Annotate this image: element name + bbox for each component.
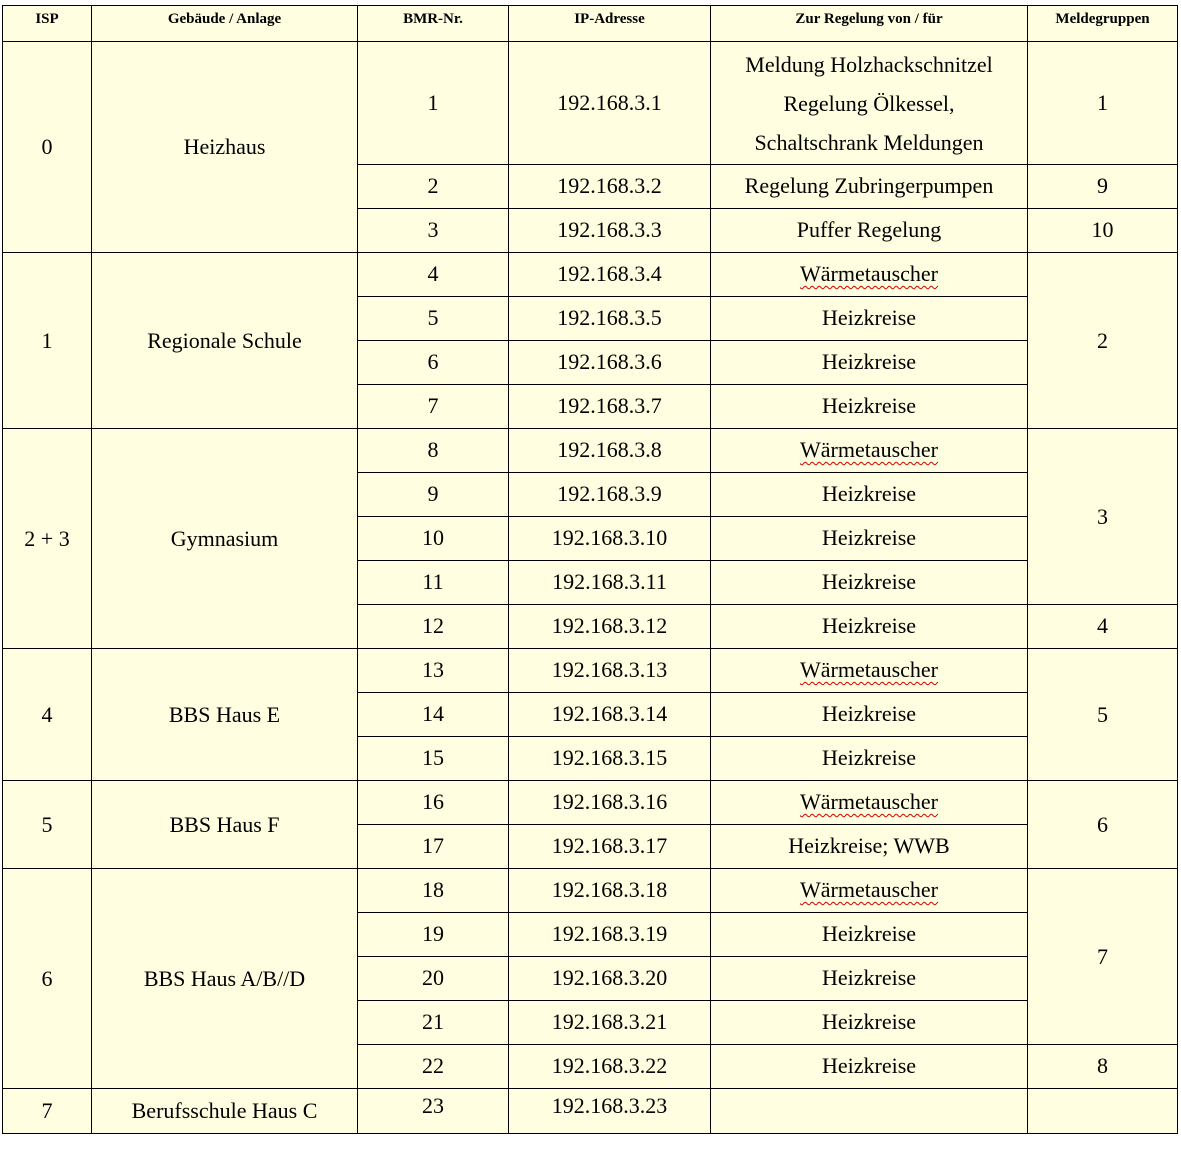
purpose-cell [711,649,1028,693]
header-meldegruppen: Meldegruppen [1028,6,1178,42]
meldegruppe-cell: 5 [1028,649,1178,781]
purpose-text: Wärmetauscher [799,657,939,682]
purpose-cell [711,429,1028,473]
bmr-cell: 11 [358,561,509,605]
isp-cell: 4 [3,649,92,781]
ip-cell: 192.168.3.18 [509,869,711,913]
ip-cell: 192.168.3.20 [509,957,711,1001]
meldegruppe-cell: 9 [1028,165,1178,209]
bmr-cell: 9 [358,473,509,517]
purpose-line: Meldung Holzhackschnitzel [745,51,993,77]
isp-cell: 5 [3,781,92,869]
meldegruppe-cell: 2 [1028,253,1178,429]
bmr-cell: 15 [358,737,509,781]
meldegruppe-cell [1028,1089,1178,1134]
purpose-cell: Heizkreise [711,561,1028,605]
meldegruppe-cell: 6 [1028,781,1178,869]
purpose-cell [711,253,1028,297]
ip-cell: 192.168.3.7 [509,385,711,429]
purpose-cell: Heizkreise [711,913,1028,957]
bmr-cell: 6 [358,341,509,385]
purpose-cell: Heizkreise; WWB [711,825,1028,869]
ip-cell: 192.168.3.14 [509,693,711,737]
purpose-cell: Heizkreise [711,385,1028,429]
ip-cell: 192.168.3.4 [509,253,711,297]
building-cell: Berufsschule Haus C [92,1089,358,1134]
meldegruppe-cell: 1 [1028,42,1178,165]
table-row [3,869,1178,913]
bmr-cell: 3 [358,209,509,253]
header-row [3,6,1178,42]
isp-cell: 2 + 3 [3,429,92,649]
purpose-cell: Heizkreise [711,693,1028,737]
purpose-cell: Puffer Regelung [711,209,1028,253]
ip-cell: 192.168.3.11 [509,561,711,605]
bmr-cell: 23 [358,1089,509,1134]
purpose-cell: Heizkreise [711,737,1028,781]
isp-cell: 0 [3,42,92,253]
purpose-line: Schaltschrank Meldungen [754,129,984,155]
bmr-cell: 2 [358,165,509,209]
ip-cell: 192.168.3.9 [509,473,711,517]
table-row [3,429,1178,473]
purpose-cell: Heizkreise [711,473,1028,517]
isp-cell: 7 [3,1089,92,1134]
purpose-cell [711,869,1028,913]
table-row [3,781,1178,825]
bmr-cell: 21 [358,1001,509,1045]
ip-cell: 192.168.3.16 [509,781,711,825]
bmr-cell: 19 [358,913,509,957]
bmr-cell: 22 [358,1045,509,1089]
purpose-cell: Heizkreise [711,517,1028,561]
isp-cell: 1 [3,253,92,429]
building-cell: Regionale Schule [92,253,358,429]
ip-cell: 192.168.3.8 [509,429,711,473]
purpose-cell: Heizkreise [711,297,1028,341]
purpose-cell: Regelung Zubringerpumpen [711,165,1028,209]
ip-cell: 192.168.3.13 [509,649,711,693]
header-ip-address: IP-Adresse [509,6,711,42]
building-cell: BBS Haus F [92,781,358,869]
ip-cell: 192.168.3.2 [509,165,711,209]
purpose-cell: Heizkreise [711,341,1028,385]
header-isp: ISP [3,6,92,42]
table-row [3,1089,1178,1134]
bmr-cell: 13 [358,649,509,693]
purpose-text: Wärmetauscher [799,437,939,462]
bmr-cell: 12 [358,605,509,649]
building-cell: BBS Haus E [92,649,358,781]
purpose-text: Wärmetauscher [799,789,939,814]
purpose-cell: Heizkreise [711,605,1028,649]
bmr-cell: 8 [358,429,509,473]
ip-cell: 192.168.3.23 [509,1089,711,1134]
meldegruppe-cell: 8 [1028,1045,1178,1089]
bmr-cell: 1 [358,42,509,165]
bmr-cell: 14 [358,693,509,737]
purpose-cell [711,781,1028,825]
bmr-cell: 20 [358,957,509,1001]
ip-cell: 192.168.3.10 [509,517,711,561]
ip-cell: 192.168.3.6 [509,341,711,385]
meldegruppe-cell: 7 [1028,869,1178,1045]
ip-cell: 192.168.3.19 [509,913,711,957]
purpose-cell: Heizkreise [711,1001,1028,1045]
purpose-cell [711,1089,1028,1134]
bmr-cell: 17 [358,825,509,869]
bmr-cell: 18 [358,869,509,913]
purpose-cell: Heizkreise [711,1045,1028,1089]
header-building: Gebäude / Anlage [92,6,358,42]
bmr-cell: 10 [358,517,509,561]
table-row [3,253,1178,297]
building-cell: Heizhaus [92,42,358,253]
meldegruppe-cell: 4 [1028,605,1178,649]
header-purpose: Zur Regelung von / für [711,6,1028,42]
purpose-line: Regelung Ölkessel, [783,90,955,116]
bmr-cell: 7 [358,385,509,429]
purpose-text: Wärmetauscher [799,261,939,286]
bmr-cell: 16 [358,781,509,825]
purpose-cell: Heizkreise [711,957,1028,1001]
table-row [3,649,1178,693]
ip-cell: 192.168.3.3 [509,209,711,253]
header-bmr-nr: BMR-Nr. [358,6,509,42]
bmr-cell: 4 [358,253,509,297]
building-cell: Gymnasium [92,429,358,649]
building-cell: BBS Haus A/B//D [92,869,358,1089]
table-row [3,42,1178,165]
purpose-text: Wärmetauscher [799,877,939,902]
meldegruppe-cell: 3 [1028,429,1178,605]
ip-cell: 192.168.3.22 [509,1045,711,1089]
ip-cell: 192.168.3.17 [509,825,711,869]
bmr-table [2,5,1178,1134]
ip-cell: 192.168.3.12 [509,605,711,649]
purpose-cell [711,42,1028,165]
isp-cell: 6 [3,869,92,1089]
ip-cell: 192.168.3.1 [509,42,711,165]
meldegruppe-cell: 10 [1028,209,1178,253]
bmr-cell: 5 [358,297,509,341]
ip-cell: 192.168.3.5 [509,297,711,341]
ip-cell: 192.168.3.15 [509,737,711,781]
ip-cell: 192.168.3.21 [509,1001,711,1045]
